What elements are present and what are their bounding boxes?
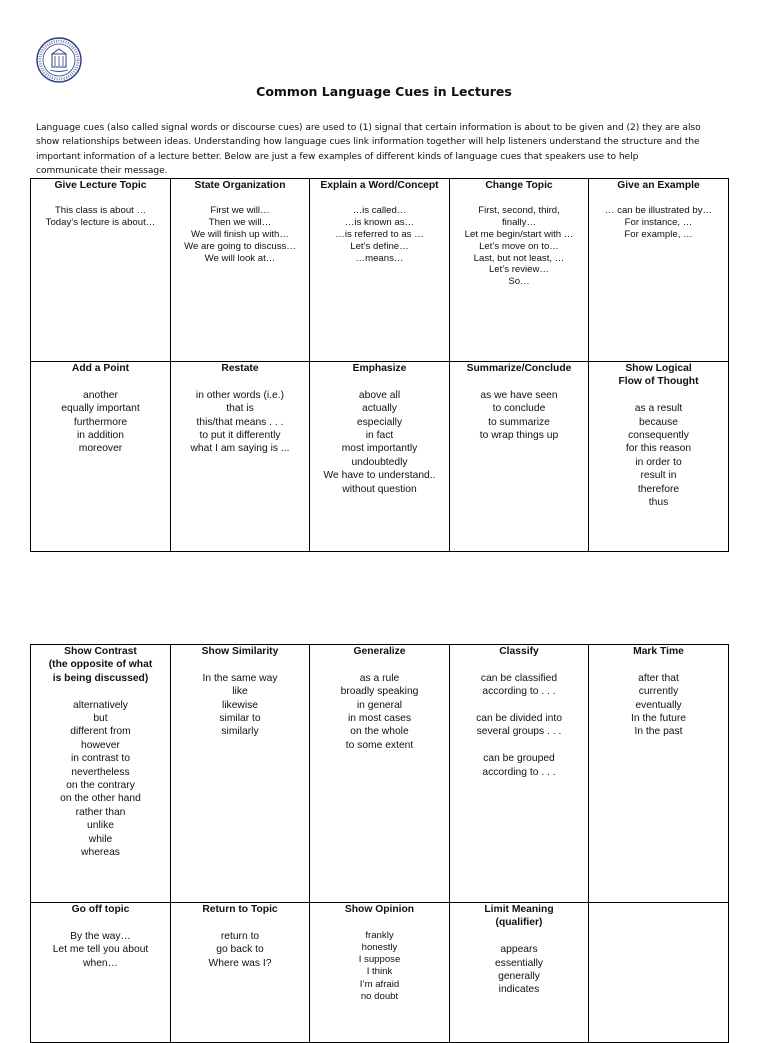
cue-phrase-list — [33, 930, 168, 970]
cue-phrase: can be divided into — [476, 713, 562, 724]
intro-line: show relationships between ideas. Understanding how language cues link information together will help listeners understand the structure and the — [36, 137, 700, 148]
cue-phrase: most importantly — [341, 443, 418, 455]
cue-phrase: above all — [358, 389, 401, 401]
cue-phrase-list — [173, 930, 307, 970]
cue-phrase: …is called… — [352, 205, 407, 217]
cue-heading: Give Lecture Topic — [54, 180, 147, 191]
cue-cell — [589, 903, 729, 1043]
cue-cell — [171, 179, 310, 362]
cue-phrase: that is — [226, 403, 254, 415]
cue-phrase: similar to — [219, 713, 261, 725]
cue-phrase: Where was I? — [208, 957, 272, 969]
cue-phrase: as we have seen — [480, 389, 558, 401]
cue-phrase: frankly — [365, 929, 394, 941]
cue-heading: Give an Example — [617, 180, 700, 191]
cue-phrase: We have to understand.. — [323, 470, 436, 482]
cue-phrase: consequently — [628, 430, 689, 442]
cue-heading: Restate — [221, 363, 259, 374]
cue-heading — [33, 645, 168, 685]
cue-phrase-list — [173, 205, 307, 264]
cue-phrase: to summarize — [488, 416, 550, 428]
cue-heading — [591, 362, 726, 389]
group-gap — [452, 739, 586, 752]
cue-phrase: in addition — [77, 430, 124, 442]
cue-phrase-list — [591, 672, 726, 739]
cue-phrase: First we will… — [210, 205, 270, 217]
cue-phrase: according to . . . — [482, 766, 556, 778]
cue-phrase: broadly speaking — [340, 686, 419, 698]
cue-heading: Mark Time — [633, 646, 684, 657]
cue-phrase: according to . . . — [482, 686, 556, 698]
cue-phrase: in fact — [365, 430, 394, 442]
cue-phrase: actually — [362, 403, 397, 415]
cue-phrase-list — [312, 205, 447, 264]
table-row — [31, 362, 729, 552]
cue-phrase: similarly — [221, 726, 259, 738]
cue-phrase: however — [81, 739, 120, 751]
cue-heading-line: Limit Meaning — [484, 904, 554, 915]
cue-phrase: can be classified — [480, 672, 558, 684]
cue-cell — [450, 179, 589, 362]
cue-phrase: because — [639, 416, 678, 428]
cue-phrase: undoubtedly — [351, 456, 408, 468]
cue-phrase: for this reason — [625, 443, 692, 455]
cue-phrase: in contrast to — [71, 753, 130, 765]
university-seal-logo — [36, 37, 82, 83]
cue-phrase-list — [33, 699, 168, 860]
cue-phrase: essentially — [494, 957, 544, 969]
cue-phrase: while — [88, 833, 113, 845]
cue-phrase: By the way… — [70, 930, 131, 942]
cue-heading: Emphasize — [352, 363, 407, 374]
group-gap — [452, 699, 586, 712]
cue-phrase: appears — [500, 944, 538, 956]
cue-phrase-list — [33, 205, 168, 229]
cue-phrase: rather than — [75, 806, 126, 818]
cue-phrase: eventually — [635, 699, 682, 711]
cue-phrase: no doubt — [360, 990, 399, 1002]
cue-phrase: So… — [508, 276, 530, 288]
cue-phrase-list — [591, 205, 726, 240]
cue-phrase: on the whole — [350, 726, 409, 738]
cue-phrase: Then we will… — [208, 217, 272, 229]
cue-phrase: unlike — [87, 820, 114, 832]
cue-phrase: Let’s move on to… — [479, 240, 559, 252]
cue-phrase: …means… — [355, 252, 404, 264]
cue-phrase: on the other hand — [60, 793, 141, 805]
cue-phrase-list — [452, 943, 586, 997]
cue-cell — [310, 362, 450, 552]
cue-cell — [310, 179, 450, 362]
cue-phrase: Let’s review… — [488, 264, 550, 276]
cue-heading: Classify — [499, 646, 539, 657]
cue-cell — [450, 362, 589, 552]
cue-phrase: but — [93, 713, 108, 725]
cue-cell — [171, 903, 310, 1043]
cue-cell — [589, 179, 729, 362]
intro-paragraph — [36, 121, 736, 178]
cue-phrase: as a rule — [359, 672, 400, 684]
document-title: Common Language Cues in Lectures — [256, 84, 512, 99]
cue-phrase-list — [452, 205, 586, 288]
cue-heading-line: Show Logical — [625, 363, 692, 374]
cue-phrase: without question — [342, 483, 417, 495]
table-row — [31, 903, 729, 1043]
cue-phrase: Today’s lecture is about… — [45, 217, 156, 229]
cue-cell — [589, 362, 729, 552]
cue-heading — [452, 903, 586, 930]
cue-cell — [31, 645, 171, 903]
cue-heading-line: (the opposite of what — [48, 659, 153, 671]
cue-phrase: return to — [220, 930, 260, 942]
cue-cell — [171, 645, 310, 903]
cue-heading: Explain a Word/Concept — [320, 180, 439, 191]
cue-phrase: in order to — [635, 456, 682, 468]
cue-heading-line: (qualifier) — [495, 917, 543, 929]
cue-heading-line: Show Contrast — [64, 646, 137, 657]
cue-phrase: This class is about … — [54, 205, 147, 217]
cue-heading: Summarize/Conclude — [466, 363, 572, 374]
cue-cell — [310, 645, 450, 903]
cue-phrase-list — [173, 389, 307, 456]
cue-phrase: furthermore — [73, 416, 128, 428]
cue-phrase: to conclude — [492, 403, 546, 415]
cue-phrase: indicates — [498, 984, 540, 996]
cue-phrase: currently — [638, 686, 679, 698]
cue-phrase: to some extent — [345, 739, 414, 751]
cue-phrase: alternatively — [73, 699, 128, 711]
cue-phrase: …is known as… — [344, 217, 415, 229]
cue-phrase: another — [83, 389, 118, 401]
cue-heading-line: is being discussed) — [52, 672, 149, 684]
cue-heading: Generalize — [353, 646, 406, 657]
cue-phrase-list — [312, 389, 447, 496]
cue-phrase: especially — [356, 416, 403, 428]
cue-phrase: what I am saying is ... — [190, 443, 290, 455]
cue-phrase: after that — [638, 672, 679, 684]
cue-phrase: when… — [83, 957, 118, 969]
cue-phrase: thus — [648, 497, 669, 509]
cue-phrase: therefore — [637, 483, 680, 495]
cue-phrase-list — [452, 672, 586, 779]
cue-phrase: result in — [640, 470, 677, 482]
cue-heading: Add a Point — [71, 363, 130, 374]
cue-cell — [450, 645, 589, 903]
cue-phrase: … can be illustrated by… — [604, 205, 713, 217]
cue-phrase: For example, … — [624, 229, 693, 240]
cue-phrase-list — [591, 402, 726, 509]
cue-phrase: to wrap things up — [479, 430, 559, 442]
cue-phrase: like — [232, 686, 248, 698]
cue-phrase: generally — [498, 971, 540, 983]
cue-phrase: likewise — [221, 699, 259, 711]
cue-heading: Go off topic — [71, 904, 130, 915]
cue-cell — [589, 645, 729, 903]
cue-phrase: can be grouped — [483, 753, 555, 765]
cue-phrase-list — [33, 389, 168, 456]
cue-cell — [31, 362, 171, 552]
cue-phrase: this/that means . . . — [196, 416, 284, 428]
cue-phrase: nevertheless — [71, 766, 130, 778]
cue-phrase: Let me begin/start with … — [464, 229, 574, 240]
cue-heading: Return to Topic — [202, 904, 278, 915]
cue-phrase: moreover — [78, 443, 123, 455]
cue-cell — [310, 903, 450, 1043]
cue-phrase: as a result — [634, 403, 683, 415]
cue-heading: Change Topic — [485, 180, 553, 191]
cue-cell — [31, 903, 171, 1043]
cue-phrase: First, second, third, — [478, 205, 560, 217]
cue-phrase: In the same way — [202, 672, 278, 684]
cue-cell — [31, 179, 171, 362]
intro-line: Language cues (also called signal words or discourse cues) are used to (1) signal that certain information is about to be given and (2) they are also — [36, 123, 701, 133]
cue-phrase: We will finish up with… — [191, 229, 289, 240]
cue-phrase: Let’s define… — [350, 240, 409, 252]
cue-phrase: I’m afraid — [359, 978, 400, 990]
cue-cell — [171, 362, 310, 552]
cue-phrase: Last, but not least, … — [473, 252, 565, 264]
cue-phrase: in most cases — [348, 713, 411, 725]
cue-phrase: in general — [356, 699, 403, 711]
cues-table-2 — [30, 644, 729, 1043]
cue-phrase-list — [312, 930, 447, 1003]
intro-line: communicate their message. — [36, 165, 168, 176]
cue-phrase: In the future — [631, 713, 686, 725]
cue-heading: Show Similarity — [201, 646, 279, 657]
cue-phrase: in other words (i.e.) — [195, 389, 285, 401]
cue-phrase: Let me tell you about — [52, 944, 149, 956]
cue-phrase: finally… — [501, 217, 537, 229]
cue-phrase: I suppose — [358, 954, 401, 966]
cue-heading: Show Opinion — [344, 904, 415, 915]
cue-phrase: For instance, … — [624, 217, 693, 229]
cue-phrase: whereas — [81, 847, 120, 859]
cue-phrase: We will look at… — [204, 252, 276, 264]
table-row — [31, 645, 729, 903]
cue-phrase: We are going to discuss… — [184, 240, 296, 252]
cue-heading: State Organization — [194, 180, 286, 191]
cue-phrase: equally important — [61, 403, 140, 415]
cue-phrase: honestly — [361, 942, 398, 953]
cue-phrase: In the past — [634, 726, 683, 738]
cue-cell — [450, 903, 589, 1043]
cue-phrase: to put it differently — [199, 430, 281, 442]
cue-phrase-list — [312, 672, 447, 752]
cue-phrase: different from — [70, 726, 131, 738]
cue-phrase: go back to — [216, 944, 264, 956]
cue-heading-line: Flow of Thought — [618, 376, 699, 388]
cue-phrase: …is referred to as … — [335, 229, 424, 240]
cue-phrase-list — [173, 672, 307, 739]
table-row — [31, 179, 729, 362]
cue-phrase: I think — [366, 966, 393, 978]
cue-phrase: on the contrary — [66, 780, 135, 792]
cues-table-1 — [30, 178, 729, 552]
intro-line: important information of a lecture better. Below are just a few examples of different kinds of language cues that speakers use to help — [36, 151, 639, 162]
cue-phrase-list — [452, 389, 586, 443]
cue-phrase: several groups . . . — [476, 726, 562, 738]
